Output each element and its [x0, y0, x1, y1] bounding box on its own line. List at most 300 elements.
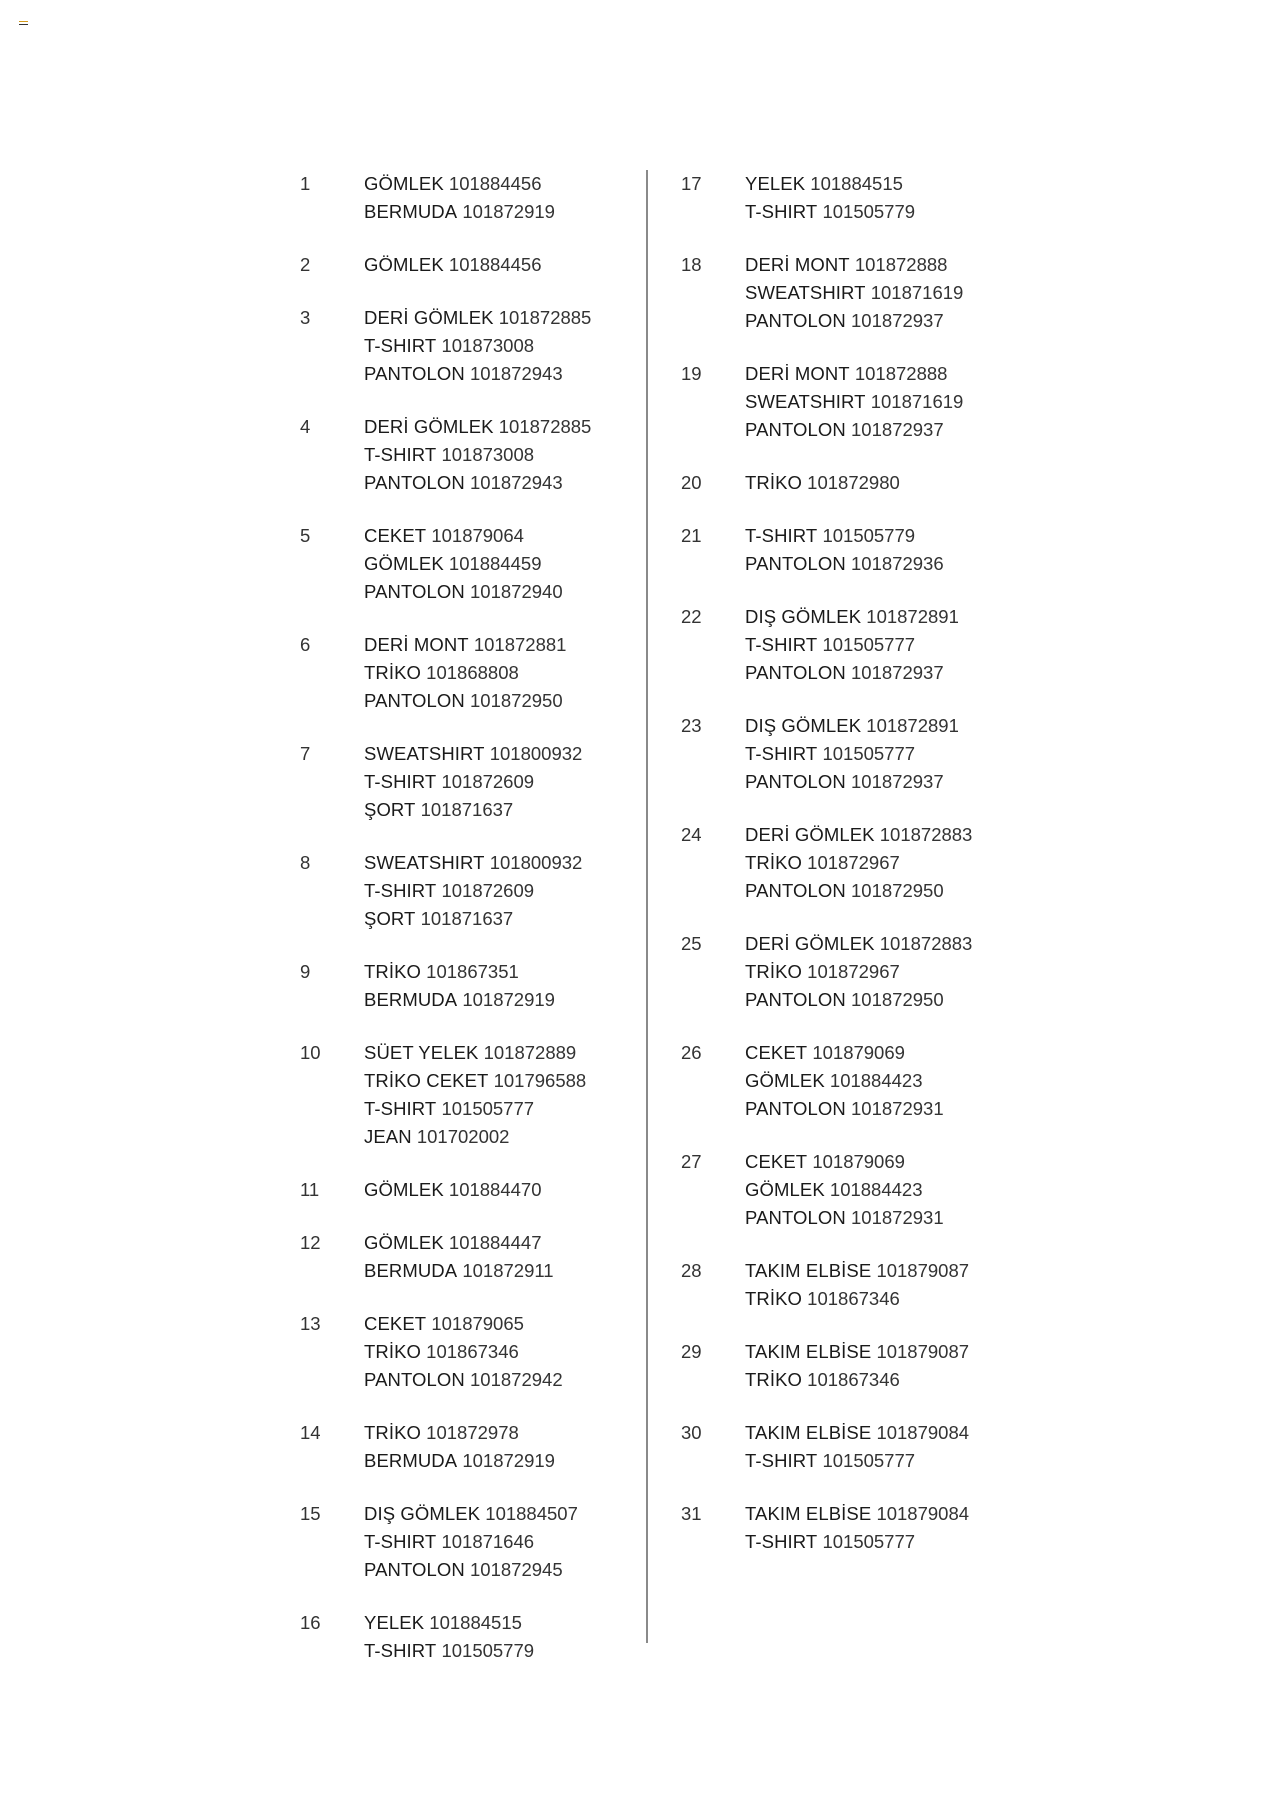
- product-code: 101505777: [822, 743, 916, 764]
- product-name: TRİKO: [364, 1341, 422, 1362]
- look-entry: [681, 1148, 1011, 1232]
- product-line: [364, 1095, 630, 1123]
- product-code: 101872950: [470, 690, 563, 711]
- product-code: 101872609: [441, 880, 535, 901]
- look-items: [364, 1310, 630, 1394]
- product-name: DIŞ GÖMLEK: [745, 606, 862, 627]
- look-items: [364, 1609, 630, 1665]
- product-code: 101879065: [431, 1313, 524, 1334]
- look-entry: [681, 603, 1011, 687]
- product-name: GÖMLEK: [364, 173, 444, 194]
- look-number: 24: [681, 824, 702, 845]
- look-number: 29: [681, 1341, 702, 1362]
- product-code: 101867346: [426, 1341, 519, 1362]
- look-items: [364, 958, 630, 1014]
- product-line: [364, 986, 630, 1014]
- product-name: CEKET: [745, 1151, 808, 1172]
- product-code: 101872919: [462, 989, 555, 1010]
- product-line: [745, 603, 1011, 631]
- look-entry: [681, 1500, 1011, 1556]
- product-code: 101702002: [416, 1126, 510, 1147]
- product-code: 101879084: [876, 1422, 970, 1443]
- look-entry: [300, 1039, 630, 1151]
- product-code: 101884423: [829, 1070, 923, 1091]
- look-number: 10: [300, 1042, 321, 1063]
- product-name: DERİ GÖMLEK: [745, 824, 875, 845]
- product-line: [364, 1176, 630, 1204]
- product-name: GÖMLEK: [364, 1179, 444, 1200]
- product-code: 101872888: [854, 254, 948, 275]
- product-code: 101872937: [851, 662, 944, 683]
- product-name: SÜET YELEK: [364, 1042, 479, 1063]
- look-number: 13: [300, 1313, 321, 1334]
- product-line: [745, 416, 1011, 444]
- product-name: T-SHIRT: [745, 525, 818, 546]
- product-code: 101872943: [470, 363, 563, 384]
- look-items: [364, 251, 630, 279]
- product-line: [364, 1338, 630, 1366]
- look-items: [364, 1039, 630, 1151]
- product-name: TRİKO: [364, 961, 422, 982]
- look-entry: [300, 740, 630, 824]
- look-items: [364, 304, 630, 388]
- product-code: 101884456: [448, 254, 542, 275]
- product-name: DERİ GÖMLEK: [364, 416, 494, 437]
- product-code: 101884470: [448, 1179, 542, 1200]
- product-line: [745, 1419, 1011, 1447]
- look-entry: [300, 958, 630, 1014]
- product-line: [364, 659, 630, 687]
- product-code: 101867351: [426, 961, 519, 982]
- product-line: [745, 849, 1011, 877]
- product-name: SWEATSHIRT: [745, 282, 866, 303]
- product-code: 101872978: [426, 1422, 519, 1443]
- look-entry: [300, 251, 630, 279]
- product-line: [364, 905, 630, 933]
- look-items: [745, 251, 1011, 335]
- product-line: [745, 251, 1011, 279]
- product-name: BERMUDA: [364, 1450, 458, 1471]
- look-items: [745, 1419, 1011, 1475]
- look-items: [745, 1039, 1011, 1123]
- product-line: [364, 631, 630, 659]
- look-items: [745, 469, 1011, 497]
- product-name: T-SHIRT: [364, 1098, 437, 1119]
- look-number: 31: [681, 1503, 702, 1524]
- product-code: 101884507: [485, 1503, 578, 1524]
- product-code: 101872950: [851, 989, 944, 1010]
- product-line: [364, 1609, 630, 1637]
- look-entry: [681, 712, 1011, 796]
- product-name: CEKET: [745, 1042, 808, 1063]
- product-line: [745, 930, 1011, 958]
- product-name: TRİKO: [364, 1422, 422, 1443]
- look-number: 3: [300, 307, 311, 328]
- product-name: PANTOLON: [364, 690, 465, 711]
- product-name: PANTOLON: [745, 1207, 846, 1228]
- product-line: [745, 469, 1011, 497]
- look-entry: [681, 930, 1011, 1014]
- product-name: T-SHIRT: [364, 880, 437, 901]
- look-entry: [300, 849, 630, 933]
- product-line: [364, 1310, 630, 1338]
- product-name: GÖMLEK: [364, 553, 444, 574]
- product-line: [364, 198, 630, 226]
- product-name: T-SHIRT: [745, 634, 818, 655]
- look-items: [364, 413, 630, 497]
- product-line: [364, 441, 630, 469]
- look-items: [364, 522, 630, 606]
- look-entry: [681, 251, 1011, 335]
- product-code: 101872891: [866, 606, 959, 627]
- product-code: 101505779: [822, 525, 916, 546]
- look-number: 26: [681, 1042, 702, 1063]
- look-number: 18: [681, 254, 702, 275]
- product-name: TAKIM ELBİSE: [745, 1503, 872, 1524]
- look-number: 5: [300, 525, 311, 546]
- look-number: 23: [681, 715, 702, 736]
- look-items: [745, 360, 1011, 444]
- product-line: [364, 849, 630, 877]
- look-entry: [300, 1419, 630, 1475]
- product-code: 101872881: [473, 634, 567, 655]
- product-code: 101872980: [807, 472, 900, 493]
- look-number: 14: [300, 1422, 321, 1443]
- look-entry: [681, 1419, 1011, 1475]
- product-code: 101879069: [812, 1042, 905, 1063]
- product-code: 101872891: [866, 715, 959, 736]
- product-code: 101879087: [876, 1341, 970, 1362]
- product-code: 101872609: [441, 771, 535, 792]
- look-entry: [300, 1609, 630, 1665]
- product-line: [745, 198, 1011, 226]
- product-line: [745, 1338, 1011, 1366]
- product-code: 101871646: [441, 1531, 535, 1552]
- product-name: GÖMLEK: [364, 1232, 444, 1253]
- product-line: [364, 877, 630, 905]
- menu-icon[interactable]: [19, 21, 28, 27]
- look-items: [745, 930, 1011, 1014]
- look-number: 2: [300, 254, 311, 275]
- product-code: 101872936: [851, 553, 944, 574]
- product-line: [745, 877, 1011, 905]
- look-entry: [300, 413, 630, 497]
- product-code: 101884515: [429, 1612, 522, 1633]
- look-entry: [681, 469, 1011, 497]
- product-line: [364, 332, 630, 360]
- look-entry: [681, 522, 1011, 578]
- product-line: [745, 1067, 1011, 1095]
- product-line: [745, 1257, 1011, 1285]
- look-entry: [300, 522, 630, 606]
- product-line: [745, 1148, 1011, 1176]
- product-name: DIŞ GÖMLEK: [745, 715, 862, 736]
- product-name: GÖMLEK: [364, 254, 444, 275]
- product-name: TAKIM ELBİSE: [745, 1341, 872, 1362]
- product-name: T-SHIRT: [364, 335, 437, 356]
- look-items: [745, 712, 1011, 796]
- product-name: DERİ MONT: [364, 634, 469, 655]
- product-name: YELEK: [364, 1612, 425, 1633]
- product-code: 101884456: [448, 173, 542, 194]
- look-number: 8: [300, 852, 311, 873]
- product-code: 101871637: [420, 908, 514, 929]
- product-name: PANTOLON: [745, 989, 846, 1010]
- product-line: [745, 740, 1011, 768]
- product-code: 101872937: [851, 310, 944, 331]
- product-code: 101873008: [441, 444, 535, 465]
- product-code: 101868808: [426, 662, 519, 683]
- look-entry: [681, 1338, 1011, 1394]
- product-name: PANTOLON: [745, 1098, 846, 1119]
- product-name: T-SHIRT: [364, 1531, 437, 1552]
- product-line: [745, 821, 1011, 849]
- product-name: T-SHIRT: [745, 743, 818, 764]
- product-code: 101872943: [470, 472, 563, 493]
- product-name: TAKIM ELBİSE: [745, 1260, 872, 1281]
- product-name: DERİ MONT: [745, 363, 850, 384]
- product-name: T-SHIRT: [745, 201, 818, 222]
- product-line: [745, 768, 1011, 796]
- product-name: TRİKO: [745, 472, 803, 493]
- look-items: [745, 1500, 1011, 1556]
- product-code: 101872911: [462, 1260, 554, 1281]
- product-name: SWEATSHIRT: [364, 852, 485, 873]
- product-line: [745, 307, 1011, 335]
- look-entry: [681, 360, 1011, 444]
- look-items: [745, 821, 1011, 905]
- product-code: 101505777: [822, 1531, 916, 1552]
- product-code: 101872883: [879, 824, 973, 845]
- product-line: [364, 550, 630, 578]
- product-code: 101867346: [807, 1288, 900, 1309]
- product-code: 101879084: [876, 1503, 970, 1524]
- product-line: [364, 304, 630, 332]
- product-name: TRİKO: [745, 1369, 803, 1390]
- product-name: BERMUDA: [364, 201, 458, 222]
- product-name: YELEK: [745, 173, 806, 194]
- product-name: DERİ GÖMLEK: [364, 307, 494, 328]
- product-code: 101879064: [431, 525, 524, 546]
- product-name: PANTOLON: [745, 880, 846, 901]
- product-line: [364, 469, 630, 497]
- product-line: [745, 1500, 1011, 1528]
- product-name: CEKET: [364, 525, 427, 546]
- product-name: T-SHIRT: [745, 1531, 818, 1552]
- product-code: 101872919: [462, 201, 555, 222]
- product-code: 101871619: [870, 391, 964, 412]
- product-name: PANTOLON: [745, 310, 846, 331]
- product-name: T-SHIRT: [745, 1450, 818, 1471]
- product-code: 101872889: [483, 1042, 577, 1063]
- product-code: 101796588: [493, 1070, 587, 1091]
- product-list-right-column: [681, 170, 1011, 1581]
- product-code: 101872885: [498, 307, 592, 328]
- product-name: ŞORT: [364, 799, 416, 820]
- menu-icon-line: [19, 21, 28, 22]
- look-items: [745, 170, 1011, 226]
- product-code: 101505779: [441, 1640, 535, 1661]
- product-line: [364, 522, 630, 550]
- product-line: [364, 1257, 630, 1285]
- product-name: ŞORT: [364, 908, 416, 929]
- product-line: [745, 1366, 1011, 1394]
- column-divider: [646, 170, 648, 1643]
- product-code: 101872931: [851, 1207, 944, 1228]
- product-code: 101505777: [441, 1098, 535, 1119]
- product-line: [745, 659, 1011, 687]
- look-entry: [300, 1229, 630, 1285]
- product-line: [745, 1285, 1011, 1313]
- product-name: BERMUDA: [364, 1260, 458, 1281]
- product-line: [364, 1067, 630, 1095]
- product-line: [364, 251, 630, 279]
- look-entry: [681, 1039, 1011, 1123]
- product-name: TAKIM ELBİSE: [745, 1422, 872, 1443]
- product-code: 101872967: [807, 852, 900, 873]
- product-line: [745, 279, 1011, 307]
- product-code: 101872885: [498, 416, 592, 437]
- look-number: 12: [300, 1232, 321, 1253]
- product-line: [745, 958, 1011, 986]
- look-number: 19: [681, 363, 702, 384]
- look-number: 22: [681, 606, 702, 627]
- look-entry: [300, 1176, 630, 1204]
- product-line: [364, 796, 630, 824]
- product-line: [364, 740, 630, 768]
- product-code: 101872931: [851, 1098, 944, 1119]
- product-name: JEAN: [364, 1126, 412, 1147]
- product-code: 101872940: [470, 581, 563, 602]
- look-number: 28: [681, 1260, 702, 1281]
- product-line: [745, 1204, 1011, 1232]
- product-name: PANTOLON: [364, 1559, 465, 1580]
- product-name: TRİKO CEKET: [364, 1070, 489, 1091]
- look-entry: [300, 631, 630, 715]
- product-code: 101872942: [470, 1369, 563, 1390]
- product-name: TRİKO: [745, 961, 803, 982]
- look-entry: [300, 1500, 630, 1584]
- product-code: 101884459: [448, 553, 542, 574]
- product-name: PANTOLON: [745, 419, 846, 440]
- product-list-left-column: [300, 170, 630, 1690]
- look-items: [364, 631, 630, 715]
- look-items: [364, 849, 630, 933]
- product-line: [745, 388, 1011, 416]
- product-line: [364, 1556, 630, 1584]
- product-code: 101800932: [489, 852, 583, 873]
- product-code: 101879069: [812, 1151, 905, 1172]
- product-line: [745, 360, 1011, 388]
- product-line: [364, 1637, 630, 1665]
- product-line: [364, 170, 630, 198]
- look-entry: [681, 821, 1011, 905]
- product-line: [364, 578, 630, 606]
- product-name: BERMUDA: [364, 989, 458, 1010]
- product-code: 101884423: [829, 1179, 923, 1200]
- look-entry: [300, 170, 630, 226]
- product-name: CEKET: [364, 1313, 427, 1334]
- product-code: 101872919: [462, 1450, 555, 1471]
- look-entry: [300, 1310, 630, 1394]
- product-line: [745, 986, 1011, 1014]
- product-code: 101872888: [854, 363, 948, 384]
- product-name: TRİKO: [745, 852, 803, 873]
- look-number: 27: [681, 1151, 702, 1172]
- product-line: [745, 1447, 1011, 1475]
- look-number: 17: [681, 173, 702, 194]
- product-code: 101872967: [807, 961, 900, 982]
- product-code: 101871619: [870, 282, 964, 303]
- menu-icon-line: [19, 24, 28, 25]
- look-number: 11: [300, 1179, 320, 1200]
- product-code: 101800932: [489, 743, 583, 764]
- look-number: 20: [681, 472, 702, 493]
- look-entry: [681, 1257, 1011, 1313]
- product-line: [364, 1123, 630, 1151]
- product-name: SWEATSHIRT: [364, 743, 485, 764]
- product-line: [364, 413, 630, 441]
- product-name: DIŞ GÖMLEK: [364, 1503, 481, 1524]
- product-code: 101873008: [441, 335, 535, 356]
- product-line: [745, 1039, 1011, 1067]
- product-name: TRİKO: [745, 1288, 803, 1309]
- product-line: [364, 1039, 630, 1067]
- product-name: DERİ GÖMLEK: [745, 933, 875, 954]
- product-code: 101884515: [810, 173, 903, 194]
- product-line: [364, 1229, 630, 1257]
- look-number: 7: [300, 743, 311, 764]
- product-line: [364, 958, 630, 986]
- look-number: 9: [300, 961, 311, 982]
- product-line: [364, 687, 630, 715]
- product-code: 101884447: [448, 1232, 542, 1253]
- look-number: 15: [300, 1503, 321, 1524]
- look-items: [364, 170, 630, 226]
- product-line: [745, 1095, 1011, 1123]
- look-number: 21: [681, 525, 702, 546]
- look-items: [364, 1229, 630, 1285]
- product-code: 101505777: [822, 634, 916, 655]
- look-entry: [681, 170, 1011, 226]
- look-items: [745, 1338, 1011, 1394]
- product-name: GÖMLEK: [745, 1070, 825, 1091]
- look-items: [364, 1500, 630, 1584]
- product-code: 101879087: [876, 1260, 970, 1281]
- product-name: PANTOLON: [364, 581, 465, 602]
- product-code: 101505779: [822, 201, 916, 222]
- product-name: PANTOLON: [364, 472, 465, 493]
- look-number: 1: [300, 173, 311, 194]
- product-line: [364, 1419, 630, 1447]
- look-number: 16: [300, 1612, 321, 1633]
- look-entry: [300, 304, 630, 388]
- look-items: [364, 1176, 630, 1204]
- product-code: 101872945: [470, 1559, 563, 1580]
- product-line: [364, 768, 630, 796]
- product-name: PANTOLON: [745, 553, 846, 574]
- look-items: [745, 1257, 1011, 1313]
- look-items: [364, 740, 630, 824]
- product-line: [364, 1447, 630, 1475]
- product-code: 101505777: [822, 1450, 916, 1471]
- product-line: [745, 631, 1011, 659]
- product-line: [745, 522, 1011, 550]
- product-name: T-SHIRT: [364, 771, 437, 792]
- product-name: PANTOLON: [364, 1369, 465, 1390]
- product-line: [364, 1500, 630, 1528]
- product-code: 101872937: [851, 419, 944, 440]
